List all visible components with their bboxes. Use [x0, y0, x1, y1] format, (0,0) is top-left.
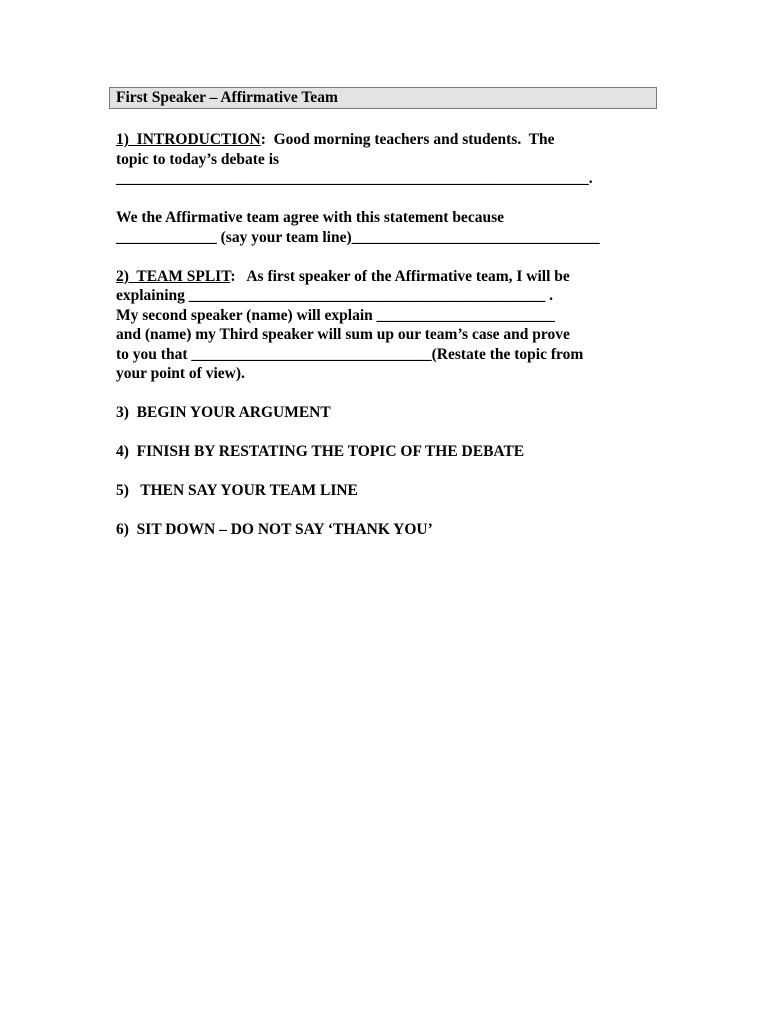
introduction-text: : Good morning teachers and students. The — [260, 131, 555, 148]
spacer — [116, 189, 676, 209]
team-split-line-3: My second speaker (name) will explain _______________________ — [116, 306, 555, 324]
spacer — [116, 462, 676, 482]
introduction-line-1 — [116, 130, 676, 150]
introduction-heading: 1) INTRODUCTION — [116, 131, 261, 148]
document-title: First Speaker – Affirmative Team — [109, 87, 657, 109]
spacer — [116, 384, 676, 404]
step-restate-topic: 4) FINISH BY RESTATING THE TOPIC OF THE DEBATE — [116, 443, 525, 460]
spacer — [116, 501, 676, 521]
step-team-line: 5) THEN SAY YOUR TEAM LINE — [116, 482, 358, 499]
team-split-line-1 — [116, 267, 676, 287]
agree-statement-line-2: _____________ (say your team line)________________________________ — [116, 228, 600, 246]
topic-blank-line: _____________________________________________________________. — [116, 170, 593, 187]
team-split-line-6: your point of view). — [116, 365, 245, 382]
agree-statement-line-1: We the Affirmative team agree with this statement because — [116, 209, 504, 226]
speech-outline — [116, 130, 676, 540]
team-split-line-4: and (name) my Third speaker will sum up our team’s case and prove — [116, 326, 570, 343]
team-split-line-2: explaining ______________________________________________ . — [116, 287, 554, 304]
team-split-line-5: to you that _______________________________(Restate the topic from — [116, 345, 584, 363]
step-sit-down: 6) SIT DOWN – DO NOT SAY ‘THANK YOU’ — [116, 521, 433, 538]
team-split-text: : As first speaker of the Affirmative team, I will be — [230, 267, 570, 285]
spacer — [116, 247, 676, 267]
team-split-heading: 2) TEAM SPLIT — [116, 267, 231, 285]
step-begin-argument: 3) BEGIN YOUR ARGUMENT — [116, 404, 331, 421]
spacer — [116, 423, 676, 443]
introduction-line-2: topic to today’s debate is — [116, 150, 280, 168]
